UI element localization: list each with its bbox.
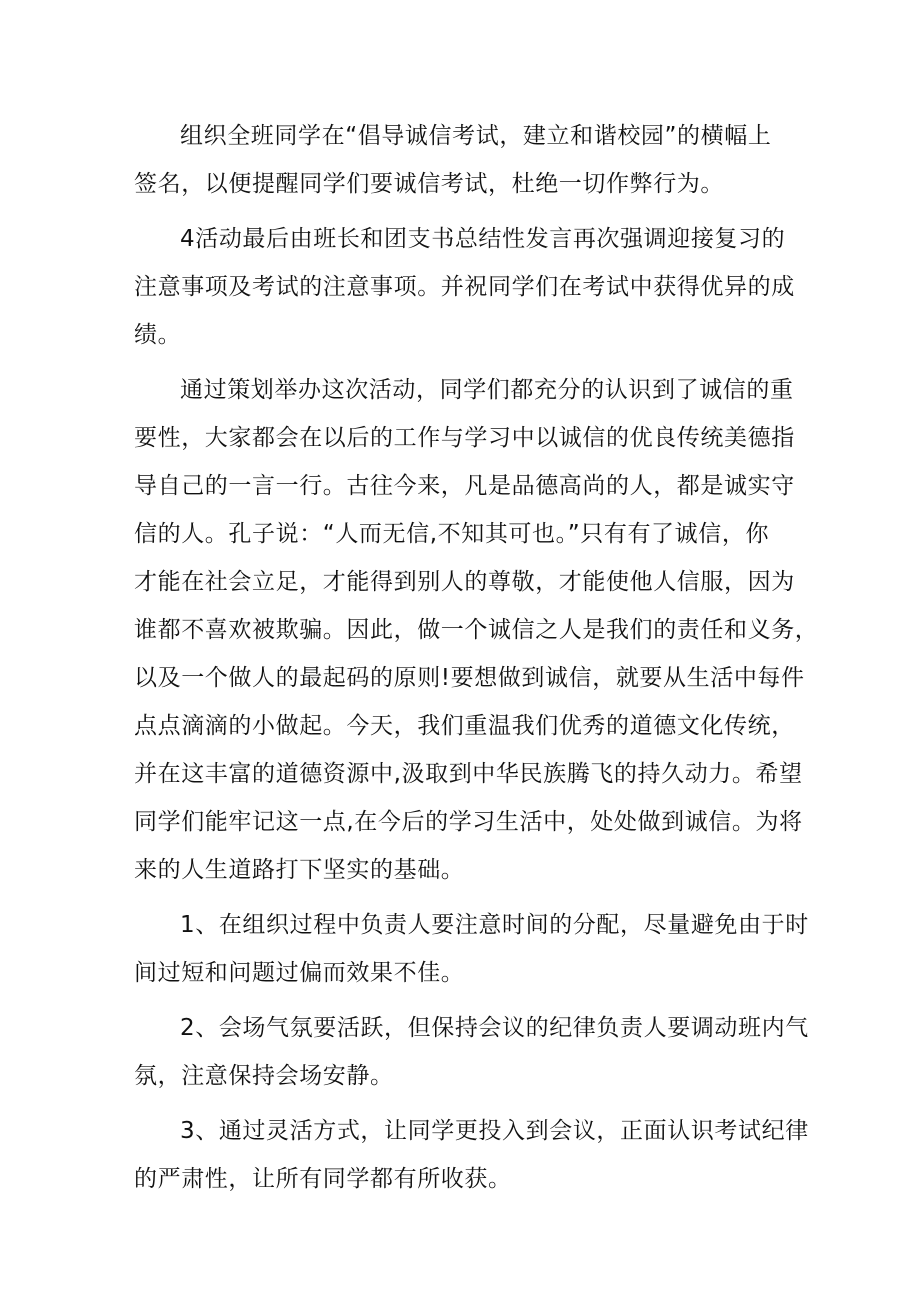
text-line: 间过短和问题过偏而效果不佳。 [134,960,465,986]
text-line: 要性，大家都会在以后的工作与学习中以诚信的优良传统美德指 [134,425,795,451]
text-line: 4活动最后由班长和团支书总结性发言再次强调迎接复习的 [180,226,786,252]
text-line: 导自己的一言一行。古往今来，凡是品德高尚的人，都是诚实守 [134,473,795,499]
text-line: 并在这丰富的道德资源中,汲取到中华民族腾飞的持久动力。希望 [134,761,803,787]
text-line: 注意事项及考试的注意事项。并祝同学们在考试中获得优异的成 [134,274,795,300]
text-line: 2、会场气氛要活跃，但保持会议的纪律负责人要调动班内气 [180,1015,809,1041]
paragraph-note-1 [134,901,814,997]
paragraph-reflection [134,366,819,894]
text-line: 才能在社会立足，才能得到别人的尊敬，才能使他人信服，因为 [134,569,795,595]
text-line: 信的人。孔子说：“人而无信,不知其可也。”只有有了诚信，你 [134,521,770,547]
text-line: 组织全班同学在“倡导诚信考试，建立和谐校园”的横幅上 [180,123,772,149]
text-line: 通过策划举办这次活动，同学们都充分的认识到了诚信的重 [180,377,794,403]
text-line: 来的人生道路打下坚实的基础。 [134,857,465,883]
paragraph-summary-speech [134,215,814,359]
text-line: 以及一个做人的最起码的原则!要想做到诚信，就要从生活中每件 [134,665,805,691]
paragraph-note-2 [134,1004,814,1100]
paragraph-signing [134,112,814,208]
text-line: 氛，注意保持会场安静。 [134,1063,394,1089]
paragraph-note-3 [134,1107,814,1203]
text-line: 同学们能牢记这一点,在今后的学习生活中，处处做到诚信。为将 [134,809,803,835]
text-line: 3、通过灵活方式，让同学更投入到会议，正面认识考试纪律 [180,1118,809,1144]
text-line: 谁都不喜欢被欺骗。因此，做一个诚信之人是我们的责任和义务， [134,617,819,643]
text-line: 绩。 [134,322,182,348]
text-line: 签名，以便提醒同学们要诚信考试，杜绝一切作弊行为。 [134,171,724,197]
document-body [134,112,819,1210]
text-line: 点点滴滴的小做起。今天，我们重温我们优秀的道德文化传统， [134,713,795,739]
text-line: 1、在组织过程中负责人要注意时间的分配，尽量避免由于时 [180,912,809,938]
text-line: 的严肃性，让所有同学都有所收获。 [134,1166,512,1192]
